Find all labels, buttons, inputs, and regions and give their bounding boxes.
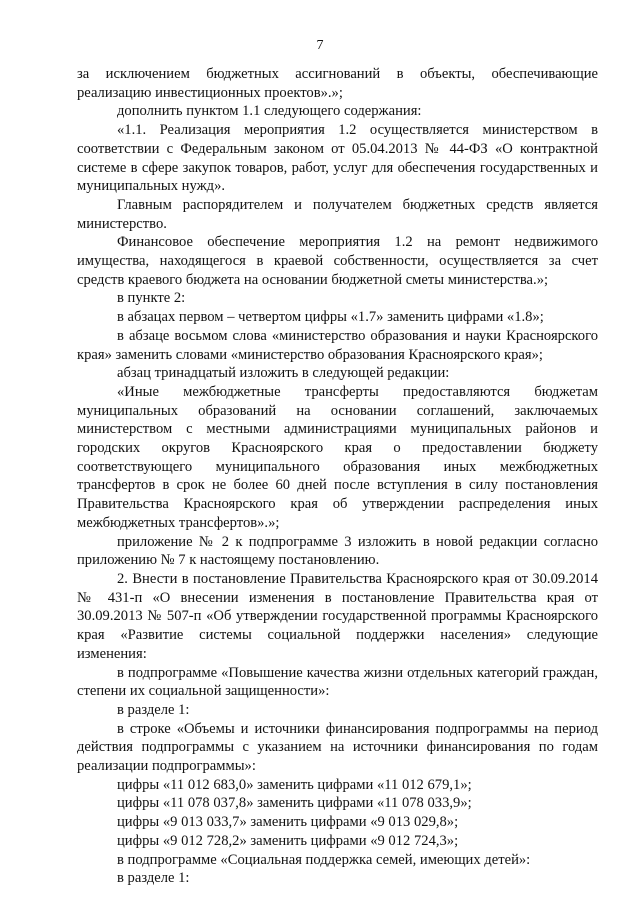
paragraph-15: в строке «Объемы и источники финансирования подпрограммы на период действия подпрограммы с указанием на источники финансирования по годам реализации подпрограммы»: xyxy=(77,720,598,775)
page-number: 7 xyxy=(316,38,324,53)
paragraph-8: в абзаце восьмом слова «министерство образования и науки Красноярского края» заменить словами «министерство образования Красноярского края»; xyxy=(77,327,598,363)
paragraph-18: цифры «9 013 033,7» заменить цифрами «9 013 029,8»; xyxy=(117,814,459,831)
paragraph-5: Финансовое обеспечение мероприятия 1.2 на ремонт недвижимого имущества, находящегося в краевой собственности, осуществляется за счет средств краевого бюджета на основании бюджетной сметы министерства.»; xyxy=(77,234,598,288)
paragraph-10: «Иные межбюджетные трансферты предоставляются бюджетам муниципальных образований на основании соглашений, заключаемых министерством с местными администрациями муниципальных районов и городских округов Красноярского края о предоставлении бюджету соответствующего муниципального образования иных межбюджетных трансфертов в срок не более 60 дней после вступления в силу постановления Правительства Красноярского края об утверждении распределения иных межбюджетных трансфертов».»; xyxy=(77,383,598,531)
paragraph-9: абзац тринадцатый изложить в следующей редакции: xyxy=(117,365,450,382)
document-body xyxy=(77,65,598,888)
paragraph-2: дополнить пунктом 1.1 следующего содержания: xyxy=(117,103,422,120)
paragraph-4: Главным распорядителем и получателем бюджетных средств является министерство. xyxy=(77,196,598,232)
paragraph-1: за исключением бюджетных ассигнований в объекты, обеспечивающие реализацию инвестиционных проектов».»; xyxy=(77,66,598,101)
paragraph-3: «1.1. Реализация мероприятия 1.2 осуществляется министерством в соответствии с Федеральным законом от 05.04.2013 № 44-ФЗ «О контрактной системе в сфере закупок товаров, работ, услуг для обеспечения государственных и муниципальных нужд». xyxy=(77,122,598,195)
paragraph-16: цифры «11 012 683,0» заменить цифрами «11 012 679,1»; xyxy=(117,776,472,793)
paragraph-6: в пункте 2: xyxy=(117,290,186,307)
paragraph-12: 2. Внести в постановление Правительства Красноярского края от 30.09.2014 № 431-п «О внесении изменения в постановление Правительства края от 30.09.2013 № 507-п «Об утверждении государственной программы Красноярского края «Развитие системы социальной поддержки населения» следующие изменения: xyxy=(77,570,598,662)
paragraph-11: приложение № 2 к подпрограмме 3 изложить в новой редакции согласно приложению № 7 к настоящему постановлению. xyxy=(77,533,598,569)
paragraph-20: в подпрограмме «Социальная поддержка семей, имеющих детей»: xyxy=(117,851,531,868)
paragraph-14: в разделе 1: xyxy=(117,701,190,718)
paragraph-17: цифры «11 078 037,8» заменить цифрами «11 078 033,9»; xyxy=(117,795,472,812)
paragraph-21: в разделе 1: xyxy=(117,870,190,887)
paragraph-19: цифры «9 012 728,2» заменить цифрами «9 012 724,3»; xyxy=(117,832,459,849)
paragraph-7: в абзацах первом – четвертом цифры «1.7» заменить цифрами «1.8»; xyxy=(117,309,544,326)
paragraph-13: в подпрограмме «Повышение качества жизни отдельных категорий граждан, степени их социальной защищенности»: xyxy=(77,664,598,700)
